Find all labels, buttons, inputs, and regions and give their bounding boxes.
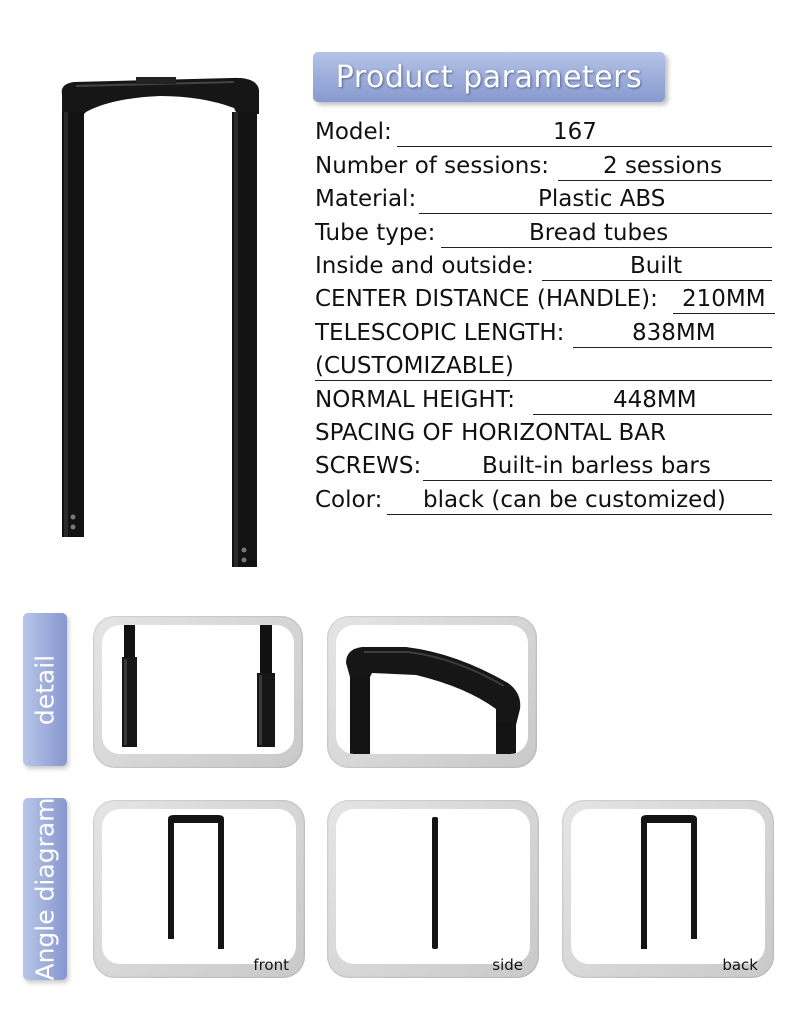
param-row-center-distance [315, 284, 775, 317]
param-label: CENTER DISTANCE (HANDLE): [315, 286, 658, 313]
param-value: 838MM [632, 319, 716, 346]
parameter-list [315, 117, 775, 518]
handle-detail-image [336, 625, 528, 754]
param-value: Built-in barless bars [482, 453, 711, 480]
param-label: (CUSTOMIZABLE) [315, 353, 514, 380]
param-row-material [315, 184, 775, 217]
detail-card-tubes [93, 616, 303, 768]
param-value: 210MM [682, 286, 766, 313]
param-row-spacing [315, 418, 775, 451]
param-value: black (can be customized) [423, 486, 726, 513]
param-label: Tube type: [315, 219, 436, 246]
param-value: Built [630, 252, 683, 279]
side-view-image [336, 809, 530, 964]
param-label: Model: [315, 119, 392, 146]
param-row-tube-type [315, 217, 775, 250]
param-value: Bread tubes [529, 219, 669, 246]
detail-tab-label: detail [30, 654, 60, 725]
param-label: Color: [315, 486, 383, 513]
product-parameters-header [313, 52, 665, 102]
front-view-image [102, 809, 296, 964]
param-label: SPACING OF HORIZONTAL BAR [315, 419, 666, 446]
param-row-inside-outside [315, 251, 775, 284]
angle-diagram-tab-label: Angle diagram [30, 797, 60, 981]
param-value: 167 [553, 119, 597, 146]
param-label: Number of sessions: [315, 152, 550, 179]
main-product-image [52, 72, 267, 572]
back-caption: back [722, 956, 758, 974]
param-row-color [315, 484, 775, 517]
param-row-normal-height [315, 384, 775, 417]
detail-tab [23, 613, 67, 766]
angle-diagram-tab [23, 798, 67, 980]
param-row-model [315, 117, 775, 150]
tube-joint-detail-image [102, 625, 294, 754]
param-label: NORMAL HEIGHT: [315, 386, 515, 413]
angle-card-back [562, 800, 774, 978]
side-caption: side [492, 956, 523, 974]
angle-card-front [93, 800, 305, 978]
param-row-telescopic-length [315, 317, 775, 350]
param-label: SCREWS: [315, 453, 422, 480]
param-row-customizable [315, 351, 775, 384]
param-value: 2 sessions [603, 152, 723, 179]
product-parameters-title: Product parameters [335, 59, 643, 95]
param-row-screws [315, 451, 775, 484]
param-label: Inside and outside: [315, 252, 534, 279]
param-value: 448MM [613, 386, 697, 413]
param-row-sessions [315, 150, 775, 183]
angle-card-side [327, 800, 539, 978]
param-label: TELESCOPIC LENGTH: [315, 319, 565, 346]
front-caption: front [253, 956, 289, 974]
param-label: Material: [315, 186, 417, 213]
detail-card-handle [327, 616, 537, 768]
back-view-image [571, 809, 765, 964]
param-value: Plastic ABS [538, 186, 666, 213]
